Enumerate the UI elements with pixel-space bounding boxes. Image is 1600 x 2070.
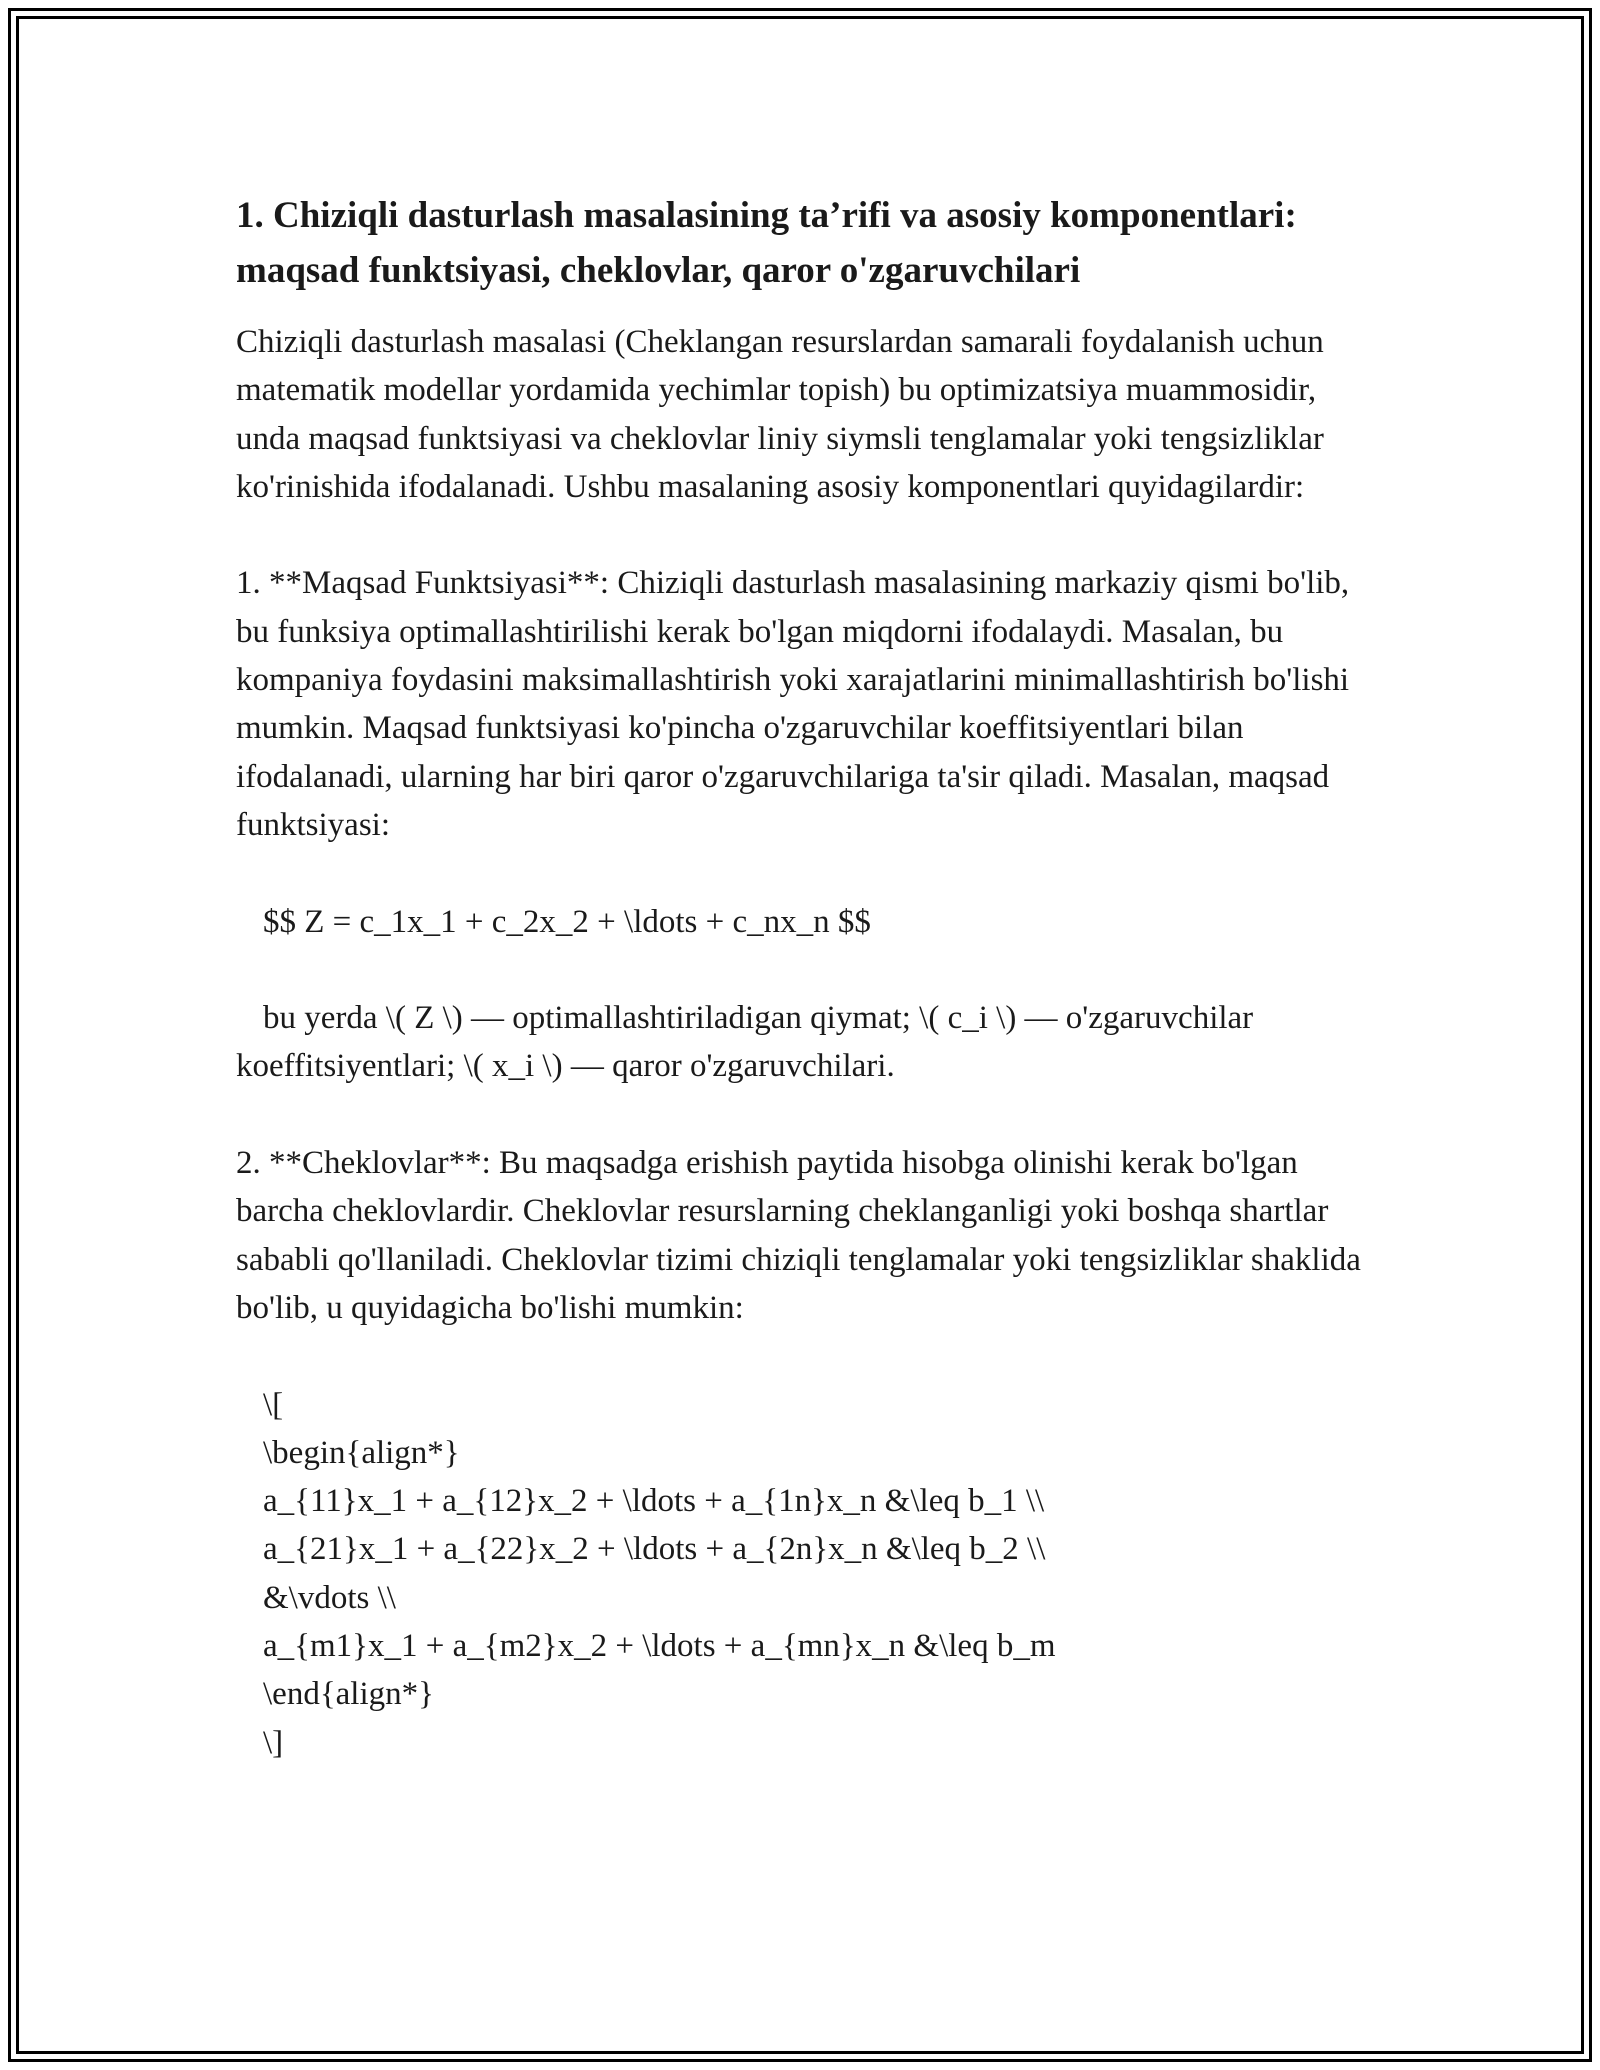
objective-formula: $$ Z = c_1x_1 + c_2x_2 + \ldots + c_nx_n $$ <box>263 903 871 940</box>
document-body <box>236 188 1376 1767</box>
latex-line: \begin{align*} <box>263 1434 460 1471</box>
latex-line: \end{align*} <box>263 1676 434 1713</box>
latex-line: a_{m1}x_1 + a_{m2}x_2 + \ldots + a_{mn}x_n &\leq b_m <box>263 1628 1056 1665</box>
objective-function-paragraph: 1. **Maqsad Funktsiyasi**: Chiziqli dasturlash masalasining markaziy qismi bo'lib, bu funksiya optimallashtirilishi kerak bo'lgan miqdorni ifodalaydi. Masalan, bu kompaniya foydasini maksimallashtirish yoki xarajatlarini minimallashtirish bo'lishi mumkin. Maqsad funktsiyasi ko'pincha o'zgaruvchilar koeffitsiyentlari bilan ifodalanadi, ularning har biri qaror o'zgaruvchilariga ta'sir qiladi. Masalan, maqsad funktsiyasi: <box>236 565 1350 843</box>
constraints-latex-block <box>236 1381 1376 1767</box>
intro-paragraph: Chiziqli dasturlash masalasi (Cheklangan resurslardan samarali foydalanish uchun matematik modellar yordamida yechimlar topish) bu optimizatsiya muammosidir, unda maqsad funktsiyasi va cheklovlar liniy siymsli tenglamalar yoki tengsizliklar ko'rinishida ifodalanadi. Ushbu masalaning asosiy komponentlari quyidagilardir: <box>236 324 1324 505</box>
formula-explanation: bu yerda \( Z \) — optimallashtiriladigan qiymat; \( c_i \) — o'zgaruvchilar koeffitsiyentlari; \( x_i \) — qaror o'zgaruvchilari. <box>236 1000 1254 1085</box>
latex-line: \[ <box>263 1386 284 1423</box>
constraints-paragraph: 2. **Cheklovlar**: Bu maqsadga erishish paytida hisobga olinishi kerak bo'lgan barcha cheklovlardir. Cheklovlar resurslarning cheklanganligi yoki boshqa shartlar sababli qo'llaniladi. Cheklovlar tizimi chiziqli tenglamalar yoki tengsizliklar shaklida bo'lib, u quyidagicha bo'lishi mumkin: <box>236 1145 1361 1326</box>
section-heading: 1. Chiziqli dasturlash masalasining ta’rifi va asosiy komponentlari: maqsad funktsiyasi, cheklovlar, qaror o'zgaruvchilari <box>236 195 1297 291</box>
latex-line: a_{21}x_1 + a_{22}x_2 + \ldots + a_{2n}x_n &\leq b_2 \\ <box>263 1531 1046 1568</box>
latex-line: \] <box>263 1724 284 1761</box>
latex-line: a_{11}x_1 + a_{12}x_2 + \ldots + a_{1n}x_n &\leq b_1 \\ <box>263 1483 1045 1520</box>
latex-line: &\vdots \\ <box>263 1579 396 1616</box>
